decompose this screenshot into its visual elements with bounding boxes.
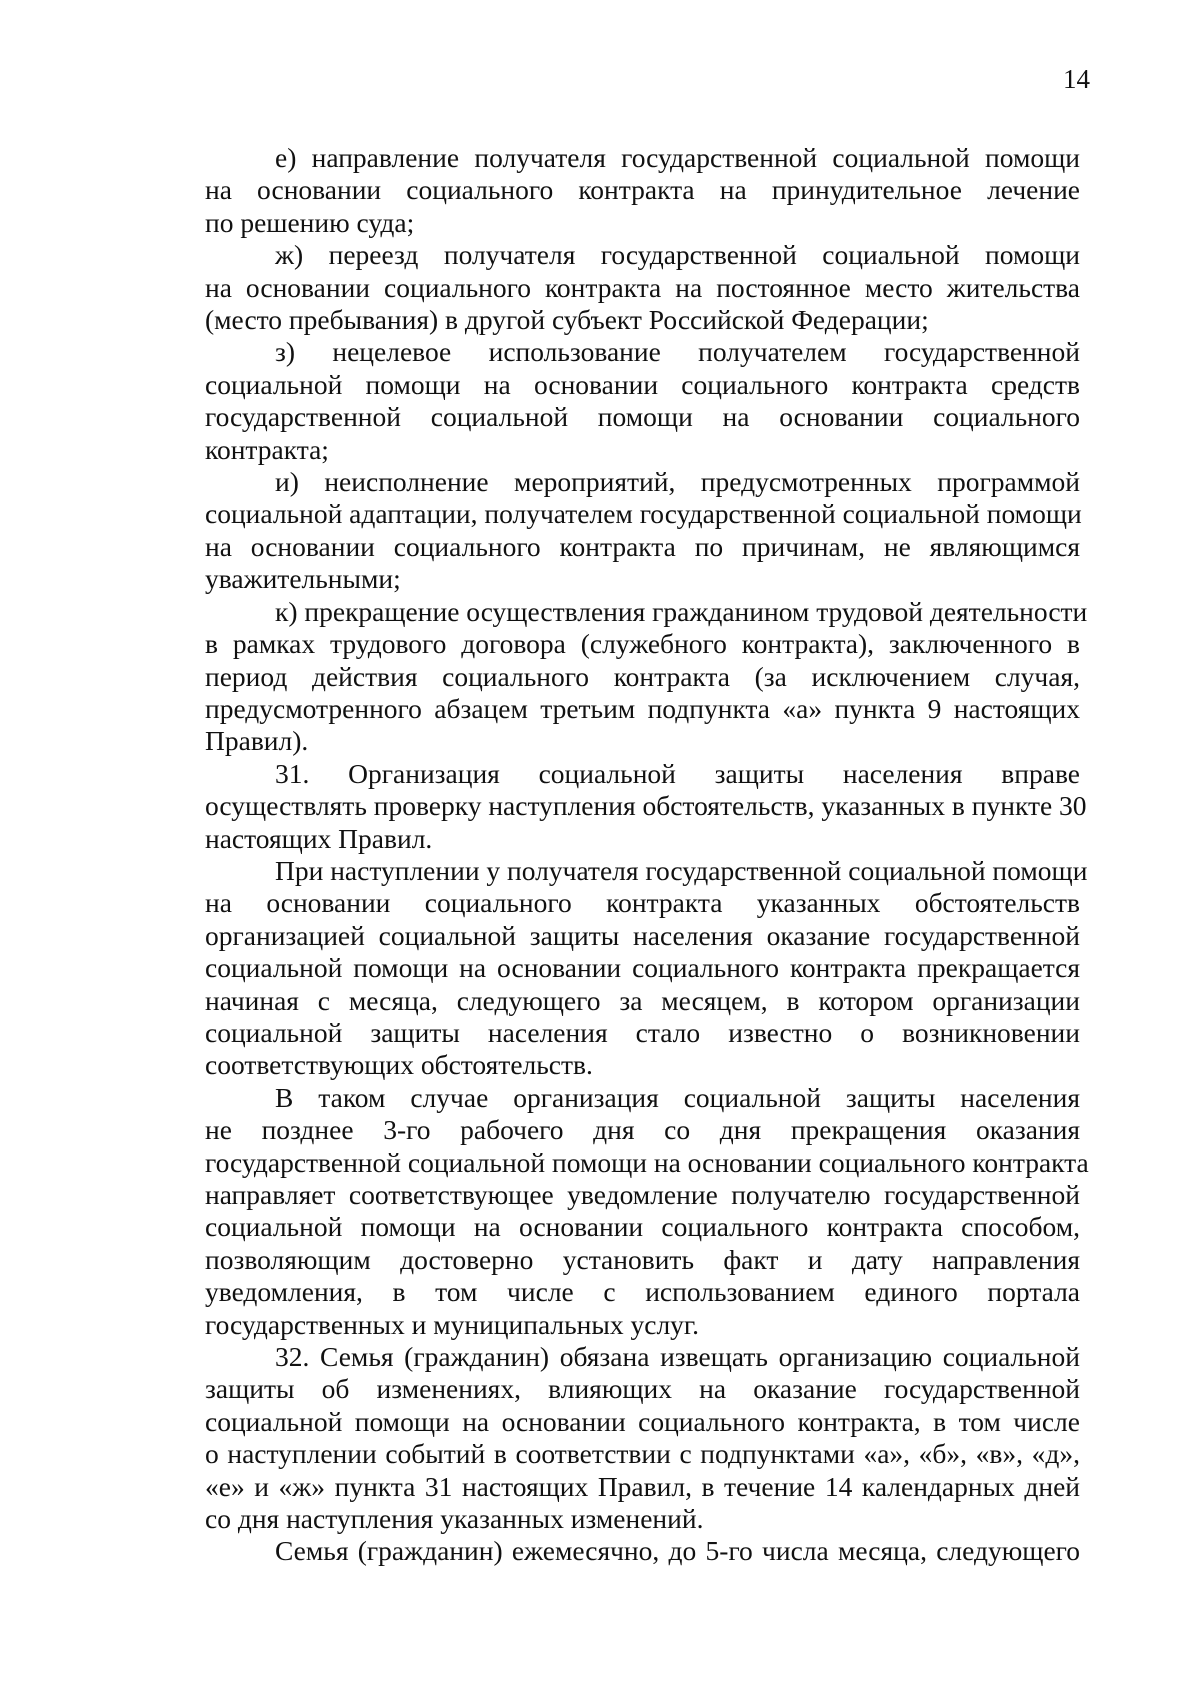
text-line: контракта; <box>205 433 329 465</box>
text-line: о наступлении событий в соответствии с подпунктами «а», «б», «в», «д», <box>205 1438 1080 1470</box>
text-line: осуществлять проверку наступления обстоятельств, указанных в пункте 30 <box>205 790 1087 822</box>
text-line: При наступлении у получателя государственной социальной помощи <box>275 854 1088 886</box>
text-line: позволяющим достоверно установить факт и дату направления <box>205 1243 1080 1275</box>
text-line: государственной социальной помощи на основании социального <box>205 401 1080 433</box>
text-line: к) прекращение осуществления гражданином трудовой деятельности <box>275 595 1088 627</box>
text-line: социальной помощи на основании социального контракта средств <box>205 368 1080 400</box>
document-body-text <box>205 142 1089 1568</box>
paragraph <box>205 336 1080 466</box>
paragraph <box>205 1535 1080 1567</box>
text-line: государственной социальной помощи на основании социального контракта <box>205 1146 1089 1178</box>
text-line: соответствующих обстоятельств. <box>205 1049 593 1081</box>
text-line: уведомления, в том числе с использованием единого портала <box>205 1276 1080 1308</box>
paragraph <box>205 1341 1080 1535</box>
text-line: з) нецелевое использование получателем государственной <box>275 336 1080 368</box>
text-line: не позднее 3-го рабочего дня со дня прекращения оказания <box>205 1114 1080 1146</box>
paragraph <box>205 1081 1089 1341</box>
text-line: в рамках трудового договора (служебного контракта), заключенного в <box>205 628 1080 660</box>
text-line: настоящих Правил. <box>205 822 433 854</box>
text-line: на основании социального контракта указанных обстоятельств <box>205 887 1080 919</box>
text-line: период действия социального контракта (за исключением случая, <box>205 660 1080 692</box>
text-line: социальной защиты населения стало известно о возникновении <box>205 1016 1080 1048</box>
text-line: социальной адаптации, получателем государственной социальной помощи <box>205 498 1082 530</box>
text-line: 32. Семья (гражданин) обязана извещать организацию социальной <box>275 1341 1080 1373</box>
text-line: Правил). <box>205 725 309 757</box>
text-line: начиная с месяца, следующего за месяцем, в котором организации <box>205 984 1080 1016</box>
text-line: социальной помощи на основании социального контракта способом, <box>205 1211 1080 1243</box>
text-line: направляет соответствующее уведомление получателю государственной <box>205 1179 1080 1210</box>
text-line: защиты об изменениях, влияющих на оказание государственной <box>205 1373 1080 1405</box>
text-line: на основании социального контракта по причинам, не являющимся <box>205 530 1080 562</box>
paragraph <box>205 239 1080 336</box>
text-line: по решению суда; <box>205 206 415 238</box>
paragraph <box>205 854 1088 1082</box>
text-line: предусмотренного абзацем третьим подпункта «а» пункта 9 настоящих <box>205 692 1080 724</box>
text-line: ж) переезд получателя государственной социальной помощи <box>275 239 1080 271</box>
text-line: социальной помощи на основании социального контракта прекращается <box>205 952 1080 984</box>
paragraph <box>205 595 1088 758</box>
text-line: В таком случае организация социальной защиты населения <box>275 1081 1080 1113</box>
paragraph <box>205 466 1080 596</box>
text-line: е) направление получателя государственной социальной помощи <box>275 142 1080 173</box>
text-line: государственных и муниципальных услуг. <box>205 1308 699 1340</box>
text-line: Семья (гражданин) ежемесячно, до 5-го числа месяца, следующего <box>275 1535 1080 1567</box>
text-line: со дня наступления указанных изменений. <box>205 1503 704 1535</box>
text-line: на основании социального контракта на постоянное место жительства <box>205 271 1080 303</box>
text-line: уважительными; <box>205 563 401 595</box>
text-line: (место пребывания) в другой субъект Российской Федерации; <box>205 304 929 336</box>
page-number: 14 <box>1063 64 1090 94</box>
text-line: социальной помощи на основании социального контракта, в том числе <box>205 1405 1080 1437</box>
text-line: на основании социального контракта на принудительное лечение <box>205 174 1080 206</box>
text-line: 31. Организация социальной защиты населения вправе <box>275 757 1080 789</box>
text-line: организацией социальной защиты населения оказание государственной <box>205 919 1080 951</box>
paragraph <box>205 142 1080 239</box>
paragraph <box>205 757 1087 855</box>
text-line: «е» и «ж» пункта 31 настоящих Правил, в течение 14 календарных дней <box>205 1470 1080 1502</box>
text-line: и) неисполнение мероприятий, предусмотренных программой <box>275 466 1080 498</box>
